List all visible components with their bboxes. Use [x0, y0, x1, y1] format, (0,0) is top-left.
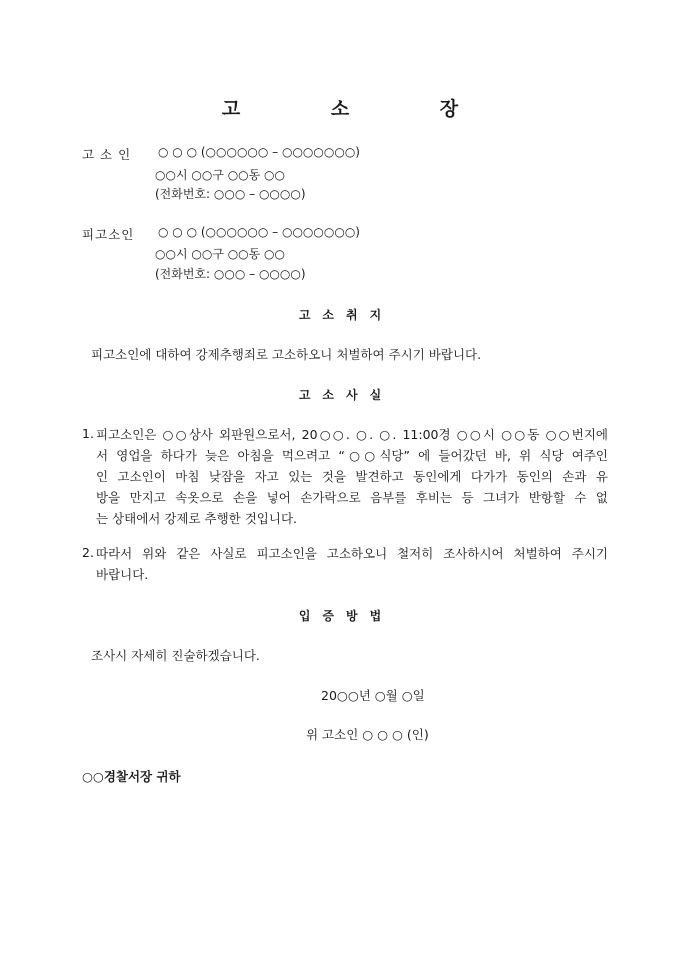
signature-line: 위 고소인 ○ ○ ○ (인) [306, 727, 429, 742]
document-date: 20○○년 ○월 ○일 [321, 688, 425, 703]
defendant-name-line: ○ ○ ○ (○○○○○○ – ○○○○○○○) [158, 225, 360, 239]
evidence-heading: 입증방법 [298, 609, 394, 623]
fact-1-line-1: 피고소인은 ○○상사 외판원으로서, 20○○. ○. ○. 11:00경 ○○시 ○○동 ○○번지에 [96, 427, 608, 442]
fact-1-number: 1. [82, 426, 94, 441]
document-title: 고 소 장 [221, 98, 501, 120]
complainant-label: 고 소 인 [82, 147, 132, 162]
fact-1-line-5: 는 상태에서 강제로 추행한 것입니다. [96, 511, 297, 526]
fact-2-line-1: 따라서 위와 같은 사실로 피고소인을 고소하오니 철저히 조사하시어 처벌하여 주시기 [96, 546, 608, 561]
fact-1-line-4: 방을 만지고 속옷으로 손을 넣어 손가락으로 음부를 후비는 등 그녀가 반항할 수 없 [96, 490, 608, 505]
fact-1-line-2: 서 영업을 하다가 늦은 아침을 먹으려고 “○○식당” 에 들어갔던 바, 위 식당 여주인 [96, 448, 608, 463]
defendant-phone: (전화번호: ○○○ – ○○○○) [155, 267, 306, 281]
complainant-name-line: ○ ○ ○ (○○○○○○ – ○○○○○○○) [158, 145, 360, 159]
purpose-heading: 고소취지 [298, 308, 394, 322]
defendant-label: 피고소인 [82, 227, 135, 242]
complainant-address: ○○시 ○○구 ○○동 ○○ [155, 168, 285, 182]
complainant-phone: (전화번호: ○○○ – ○○○○) [155, 187, 306, 201]
fact-1-line-3: 인 고소인이 마침 낮잠을 자고 있는 것을 발견하고 동인에게 다가가 동인의 손과 유 [96, 469, 608, 484]
fact-2-number: 2. [82, 545, 94, 560]
defendant-address: ○○시 ○○구 ○○동 ○○ [155, 247, 285, 261]
facts-heading: 고소사실 [298, 388, 394, 402]
purpose-text: 피고소인에 대하여 강제추행죄로 고소하오니 처벌하여 주시기 바랍니다. [91, 347, 482, 362]
addressee: ○○경찰서장 귀하 [82, 769, 181, 784]
fact-2-line-2: 바랍니다. [96, 567, 149, 582]
evidence-text: 조사시 자세히 진술하겠습니다. [91, 648, 260, 663]
